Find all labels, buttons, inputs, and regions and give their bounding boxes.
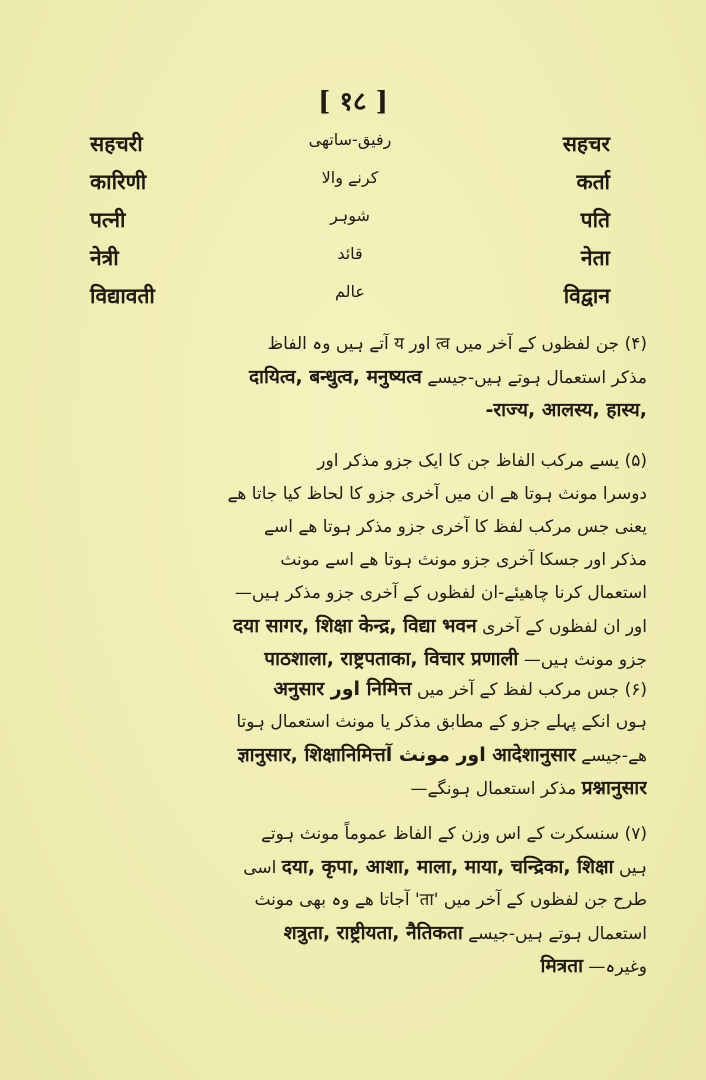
gender-glossary <box>60 130 640 320</box>
urdu-text: جزو مونث ہیں— <box>523 650 647 670</box>
text-line <box>55 643 647 676</box>
urdu-meaning: قائد <box>337 244 363 263</box>
hindi-examples: -राज्य, आलस्य, हास्य, <box>485 399 647 421</box>
feminine-term: विद्यावती <box>90 284 155 308</box>
urdu-text: (۶) جس مرکب لفظ کے آخر میں <box>416 680 647 700</box>
hindi-examples: दया सागर, शिक्षा केन्द्र, विद्या भवन <box>233 615 477 637</box>
text-line <box>55 772 647 805</box>
text-line: (۷) سنسکرت کے اس وزن کے الفاظ عموماً مونث ہوتے <box>260 824 647 844</box>
hindi-examples: शत्रुता, राष्ट्रीयता, नैतिकता <box>283 922 463 944</box>
masculine-term: नेता <box>580 246 610 270</box>
glossary-row <box>60 206 640 244</box>
urdu-text: وغیرہ— <box>588 957 647 977</box>
rule-4-paragraph <box>55 328 647 427</box>
glossary-row <box>60 168 640 206</box>
text-line <box>55 950 647 983</box>
text-line <box>55 917 647 950</box>
urdu-meaning: رفیق-ساتھی <box>308 130 392 149</box>
urdu-text: مذکر استعمال ہونگے— <box>410 779 577 799</box>
hindi-examples: प्रश्नानुसार <box>581 777 647 799</box>
feminine-term: सहचरी <box>90 132 143 156</box>
text-line <box>55 394 647 427</box>
feminine-term: कारिणी <box>90 170 147 194</box>
hindi-examples: पाठशाला, राष्ट्रपताका, विचार प्रणाली <box>264 648 519 670</box>
hindi-terms: निमित्त اور अनुसार <box>273 678 412 700</box>
text-line <box>55 673 647 706</box>
hindi-examples: आदेशानुसार اور مونث آज्ञानुसार, शिक्षानिमित्त <box>237 744 576 766</box>
masculine-term: पति <box>580 208 610 232</box>
hindi-examples: दया, कृपा, आशा, माला, माया, चन्द्रिका, शिक्षा <box>281 856 614 878</box>
text-line: استعمال کرنا چاھیئے-ان لفظوں کے آخری جزو مذکر ہیں— <box>234 583 647 603</box>
masculine-term: सहचर <box>562 132 610 156</box>
rule-5-paragraph <box>55 445 647 676</box>
feminine-term: पत्नी <box>90 208 126 232</box>
rule-7-paragraph <box>55 818 647 983</box>
masculine-term: विद्वान <box>563 284 610 308</box>
glossary-row <box>60 130 640 168</box>
text-line <box>55 361 647 394</box>
urdu-meaning: کرنے والا <box>321 168 379 187</box>
text-line: ہوں انکے پہلے جزو کے مطابق مذکر یا مونث استعمال ہوتا <box>236 712 647 732</box>
urdu-text: اور ان لفظوں کے آخری <box>482 617 647 637</box>
urdu-text: مذکر استعمال ہوتے ہیں-جیسے <box>427 368 647 388</box>
text-line <box>55 739 647 772</box>
text-line: (۵) یسے مرکب الفاظ جن کا ایک جزو مذکر اور <box>317 451 647 471</box>
urdu-meaning: شوہر <box>330 206 370 225</box>
page-number: [ १८ ] <box>318 87 388 117</box>
urdu-meaning: عالم <box>335 282 365 301</box>
text-line <box>55 851 647 884</box>
text-line: دوسرا مونث ہوتا ھے ان میں آخری جزو کا لحاظ کیا جاتا ھے <box>227 484 647 504</box>
text-line: مذکر اور جسکا آخری جزو مونث ہوتا ھے اسے مونث <box>280 550 647 570</box>
masculine-term: कर्ता <box>576 170 610 194</box>
rule-6-paragraph <box>55 673 647 805</box>
text-line: یعنی جس مرکب لفظ کا آخری جزو مذکر ہوتا ھے اسے <box>264 517 647 537</box>
urdu-text: ہیں <box>618 858 647 878</box>
hindi-examples: मित्रता <box>540 955 584 977</box>
urdu-text: ھے-جیسے <box>581 746 647 766</box>
hindi-examples: दायित्व, बन्धुत्व, मनुष्यत्व <box>248 366 422 388</box>
glossary-row <box>60 244 640 282</box>
text-line: طرح جن لفظوں کے آخر میں 'ता' آجاتا ھے وہ بھی مونث <box>254 890 647 910</box>
glossary-row <box>60 282 640 320</box>
text-line: (۴) جن لفظوں کے آخر میں त्व اور य آتے ہیں وہ الفاظ <box>267 334 647 354</box>
urdu-text: اسی <box>243 858 277 878</box>
text-line <box>55 610 647 643</box>
urdu-text: استعمال ہوتے ہیں-جیسے <box>468 924 647 944</box>
feminine-term: नेत्री <box>90 246 119 270</box>
